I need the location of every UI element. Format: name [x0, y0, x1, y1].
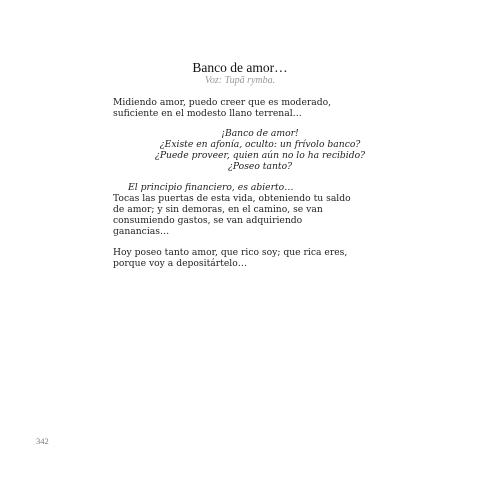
paragraph-3-line-2: porque voy a depositártelo… [113, 258, 247, 269]
paragraph-2-intro: El principio financiero, es abierto… [128, 182, 294, 193]
page-number: 342 [36, 436, 49, 446]
paragraph-2-line-3: consumiendo gastos, se van adquiriendo [113, 215, 303, 226]
paragraph-2-line-4: ganancias… [113, 226, 170, 237]
stanza-line-4: ¿Poseo tanto? [227, 161, 293, 172]
stanza-line-3: ¿Puede proveer, quien aún no lo ha recibido? [154, 150, 366, 161]
page-title: Banco de amor… [192, 60, 288, 75]
voice-attribution: Voz: Tupã rymba. [204, 75, 276, 86]
paragraph-3-line-1: Hoy poseo tanto amor, que rico soy; que rica eres, [113, 247, 348, 258]
paragraph-1-line-2: suficiente en el modesto llano terrenal… [113, 108, 302, 119]
paragraph-2-line-1: Tocas las puertas de esta vida, obteniendo tu saldo [113, 193, 351, 204]
paragraph-1-line-1: Midiendo amor, puedo creer que es moderado, [113, 97, 332, 108]
stanza-line-2: ¿Existe en afonía, oculto: un frívolo banco? [159, 139, 361, 150]
stanza-line-1: ¡Banco de amor! [221, 128, 299, 139]
paragraph-2-line-2: de amor; y sin demoras, en el camino, se van [113, 204, 323, 215]
